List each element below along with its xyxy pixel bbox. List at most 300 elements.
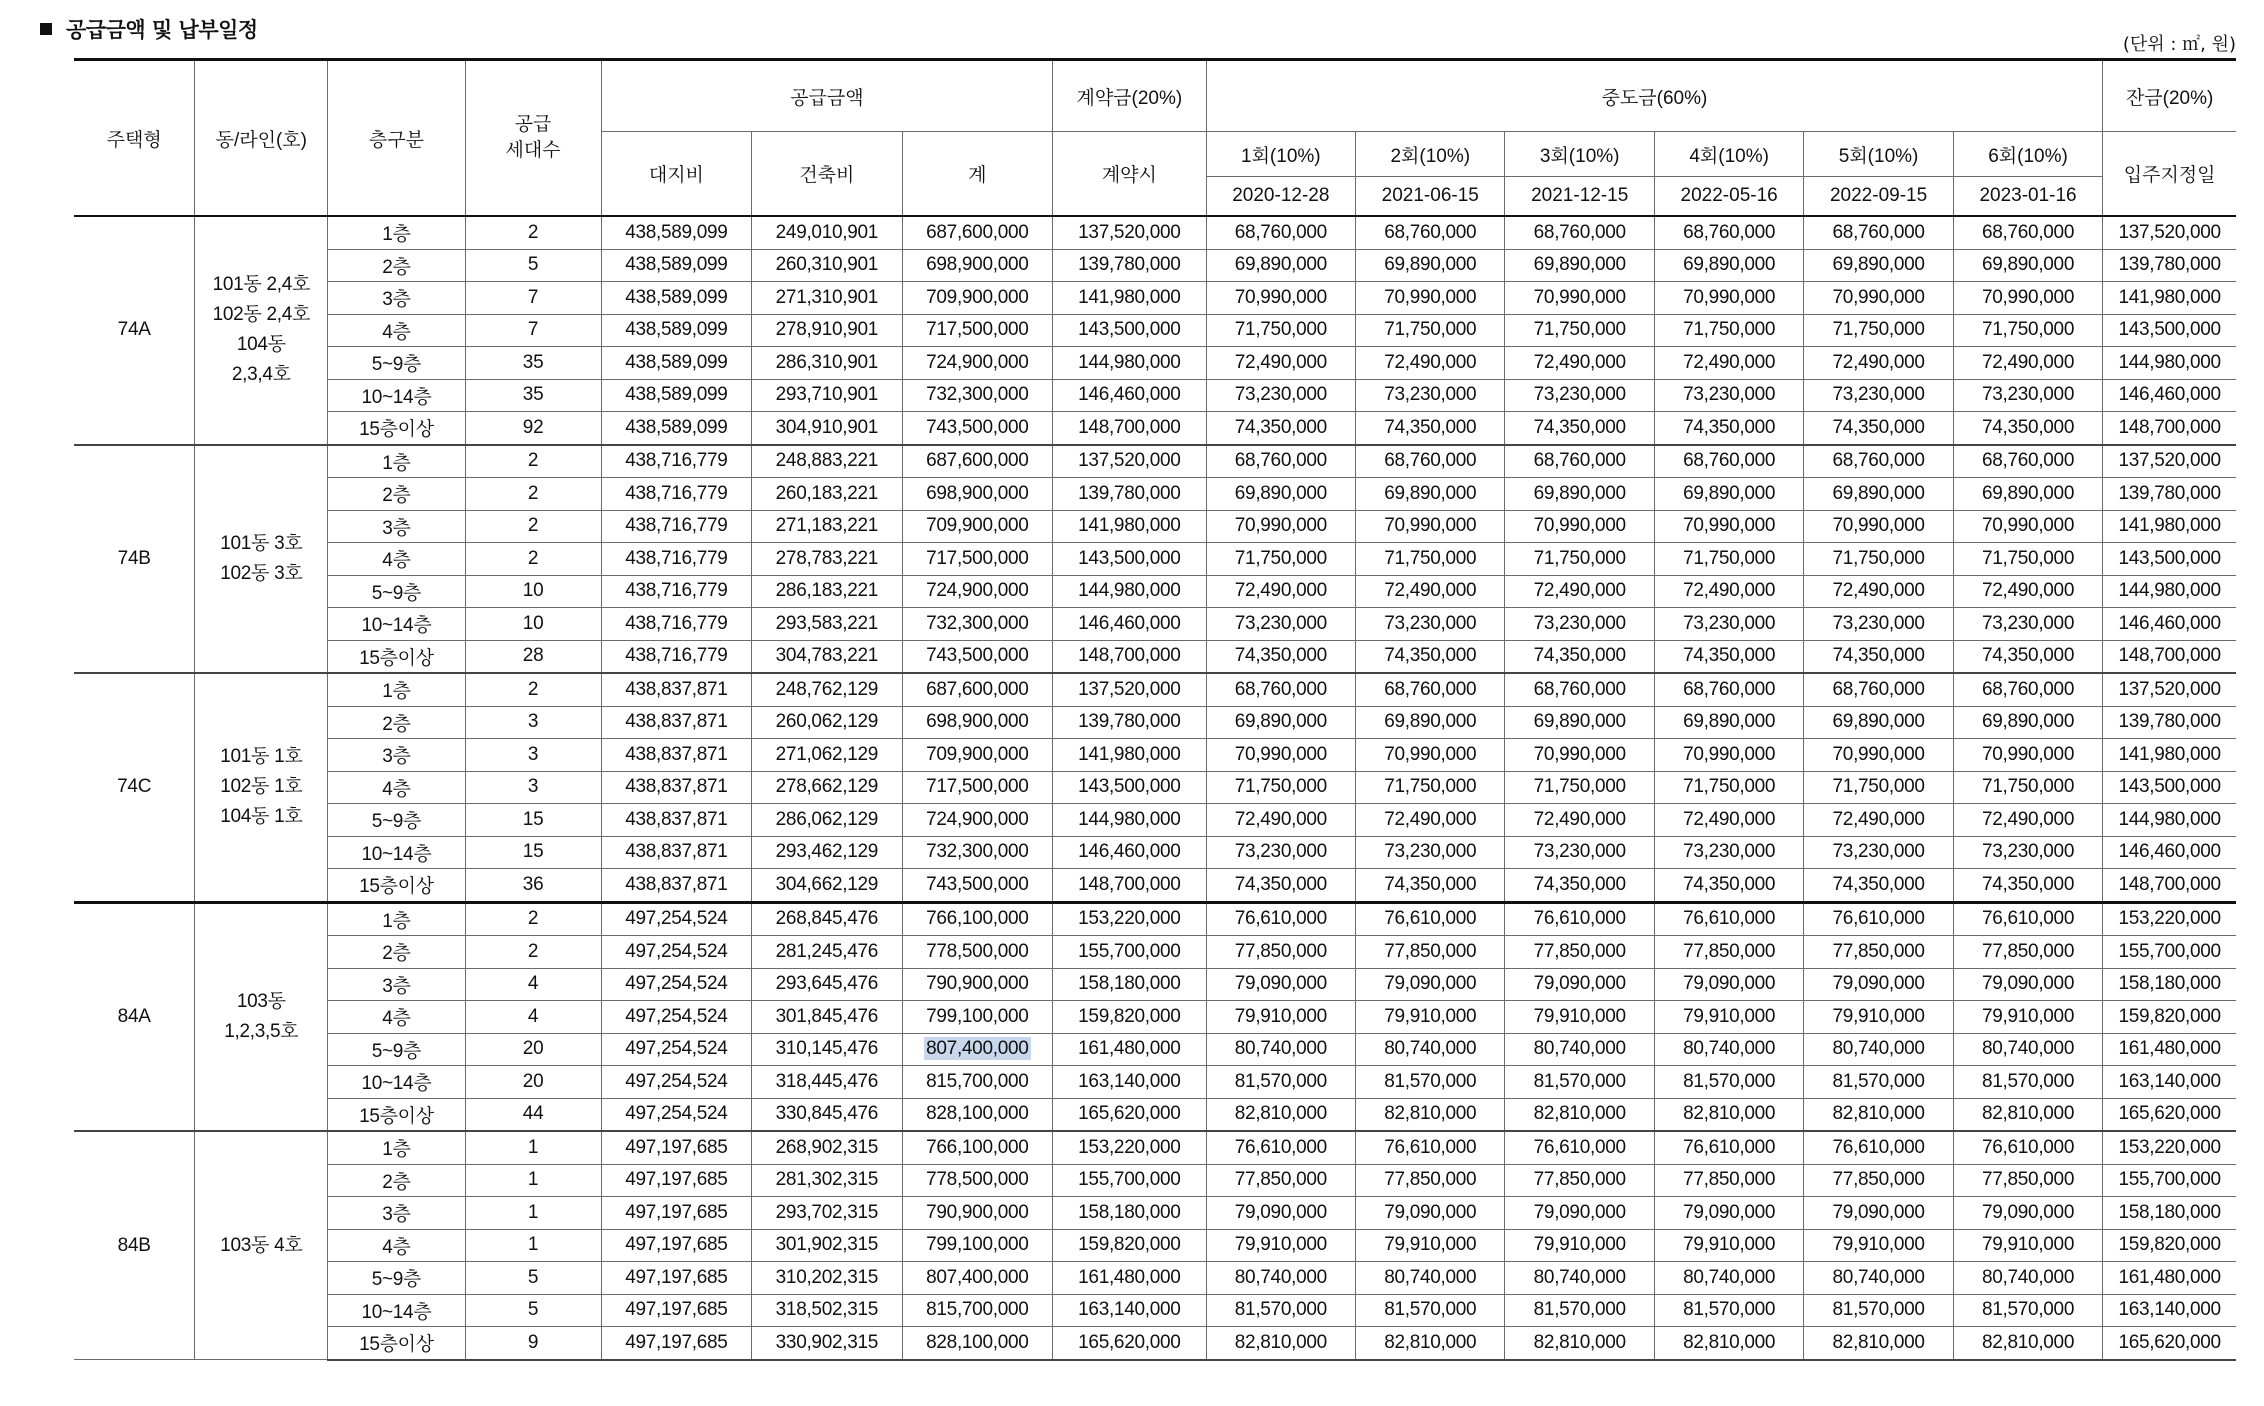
cell-floor: 1층 xyxy=(328,673,465,706)
cell-middle-1: 71,750,000 xyxy=(1206,543,1355,576)
cell-middle-6: 71,750,000 xyxy=(1953,314,2103,347)
cell-total: 724,900,000 xyxy=(902,804,1053,837)
cell-building: 101동 2,4호 102동 2,4호 104동 2,3,4호 xyxy=(195,216,328,445)
cell-floor: 5~9층 xyxy=(328,804,465,837)
cell-middle-2: 74,350,000 xyxy=(1356,869,1505,903)
header-middle-date-1: 2020-12-28 xyxy=(1206,177,1355,217)
cell-middle-6: 70,990,000 xyxy=(1953,739,2103,772)
cell-total: 815,700,000 xyxy=(902,1294,1053,1327)
cell-balance: 148,700,000 xyxy=(2103,640,2236,673)
cell-middle-2: 80,740,000 xyxy=(1356,1262,1505,1295)
cell-total: 743,500,000 xyxy=(902,869,1053,903)
cell-land: 438,716,779 xyxy=(601,575,751,608)
square-bullet-icon xyxy=(40,23,52,35)
cell-balance: 137,520,000 xyxy=(2103,216,2236,249)
cell-count: 15 xyxy=(465,804,601,837)
table-row xyxy=(74,640,2236,673)
cell-middle-1: 70,990,000 xyxy=(1206,510,1355,543)
cell-total: 698,900,000 xyxy=(902,706,1053,739)
cell-middle-2: 72,490,000 xyxy=(1356,575,1505,608)
cell-middle-2: 68,760,000 xyxy=(1356,216,1505,249)
cell-total: 807,400,000 xyxy=(902,1262,1053,1295)
cell-middle-3: 80,740,000 xyxy=(1505,1033,1654,1066)
cell-middle-6: 72,490,000 xyxy=(1953,347,2103,380)
table-row xyxy=(74,608,2236,641)
cell-middle-1: 79,090,000 xyxy=(1206,968,1355,1001)
cell-deposit: 146,460,000 xyxy=(1053,379,1207,412)
cell-balance: 158,180,000 xyxy=(2103,968,2236,1001)
cell-balance: 165,620,000 xyxy=(2103,1098,2236,1131)
cell-middle-3: 74,350,000 xyxy=(1505,412,1654,445)
header-balance-when: 입주지정일 xyxy=(2103,132,2236,217)
cell-total: 698,900,000 xyxy=(902,249,1053,282)
cell-middle-2: 79,090,000 xyxy=(1356,968,1505,1001)
cell-middle-1: 69,890,000 xyxy=(1206,706,1355,739)
table-row xyxy=(74,282,2236,315)
cell-middle-5: 79,090,000 xyxy=(1804,968,1953,1001)
cell-land: 438,589,099 xyxy=(601,216,751,249)
cell-middle-6: 79,090,000 xyxy=(1953,1197,2103,1230)
cell-floor: 2층 xyxy=(328,706,465,739)
cell-middle-5: 73,230,000 xyxy=(1804,836,1953,869)
cell-floor: 10~14층 xyxy=(328,836,465,869)
cell-deposit: 139,780,000 xyxy=(1053,478,1207,511)
highlighted-total-value[interactable]: 807,400,000 xyxy=(926,1038,1029,1060)
cell-middle-1: 72,490,000 xyxy=(1206,347,1355,380)
cell-count: 3 xyxy=(465,771,601,804)
cell-middle-3: 73,230,000 xyxy=(1505,379,1654,412)
cell-land: 438,589,099 xyxy=(601,282,751,315)
cell-count: 7 xyxy=(465,314,601,347)
cell-middle-4: 68,760,000 xyxy=(1654,673,1803,706)
cell-middle-6: 82,810,000 xyxy=(1953,1098,2103,1131)
cell-floor: 2층 xyxy=(328,478,465,511)
cell-floor: 4층 xyxy=(328,543,465,576)
cell-count: 3 xyxy=(465,739,601,772)
cell-middle-1: 81,570,000 xyxy=(1206,1066,1355,1099)
cell-floor: 4층 xyxy=(328,1001,465,1034)
cell-count: 36 xyxy=(465,869,601,903)
cell-floor: 4층 xyxy=(328,314,465,347)
cell-middle-6: 73,230,000 xyxy=(1953,379,2103,412)
table-row xyxy=(74,347,2236,380)
cell-middle-4: 68,760,000 xyxy=(1654,445,1803,478)
cell-middle-2: 73,230,000 xyxy=(1356,836,1505,869)
cell-land: 438,589,099 xyxy=(601,347,751,380)
cell-middle-4: 72,490,000 xyxy=(1654,575,1803,608)
cell-middle-3: 82,810,000 xyxy=(1505,1327,1654,1360)
cell-middle-6: 77,850,000 xyxy=(1953,936,2103,969)
cell-middle-3: 69,890,000 xyxy=(1505,478,1654,511)
cell-middle-6: 69,890,000 xyxy=(1953,249,2103,282)
cell-total: 732,300,000 xyxy=(902,379,1053,412)
cell-middle-4: 80,740,000 xyxy=(1654,1262,1803,1295)
cell-count: 4 xyxy=(465,1001,601,1034)
cell-middle-4: 76,610,000 xyxy=(1654,902,1803,936)
table-row xyxy=(74,1033,2236,1066)
cell-construction: 310,202,315 xyxy=(752,1262,902,1295)
cell-land: 497,197,685 xyxy=(601,1294,751,1327)
cell-middle-2: 81,570,000 xyxy=(1356,1066,1505,1099)
cell-middle-3: 76,610,000 xyxy=(1505,1131,1654,1164)
cell-total: 732,300,000 xyxy=(902,608,1053,641)
cell-middle-5: 70,990,000 xyxy=(1804,739,1953,772)
cell-middle-4: 69,890,000 xyxy=(1654,478,1803,511)
header-deposit: 계약금(20%) xyxy=(1053,60,1207,132)
cell-middle-4: 68,760,000 xyxy=(1654,216,1803,249)
cell-middle-1: 73,230,000 xyxy=(1206,608,1355,641)
table-row xyxy=(74,902,2236,936)
cell-construction: 278,662,129 xyxy=(752,771,902,804)
cell-building: 101동 1호 102동 1호 104동 1호 xyxy=(195,673,328,902)
cell-total xyxy=(902,1033,1053,1066)
cell-middle-1: 74,350,000 xyxy=(1206,869,1355,903)
cell-middle-5: 81,570,000 xyxy=(1804,1294,1953,1327)
cell-land: 438,837,871 xyxy=(601,706,751,739)
cell-middle-4: 76,610,000 xyxy=(1654,1131,1803,1164)
cell-total: 778,500,000 xyxy=(902,936,1053,969)
cell-balance: 146,460,000 xyxy=(2103,836,2236,869)
cell-middle-4: 70,990,000 xyxy=(1654,510,1803,543)
cell-middle-1: 79,910,000 xyxy=(1206,1229,1355,1262)
cell-middle-6: 82,810,000 xyxy=(1953,1327,2103,1360)
table-row xyxy=(74,1164,2236,1197)
cell-middle-1: 79,910,000 xyxy=(1206,1001,1355,1034)
cell-middle-5: 69,890,000 xyxy=(1804,478,1953,511)
cell-middle-2: 70,990,000 xyxy=(1356,739,1505,772)
cell-middle-6: 70,990,000 xyxy=(1953,510,2103,543)
header-supply-count: 공급 세대수 xyxy=(465,60,601,217)
cell-count: 1 xyxy=(465,1229,601,1262)
cell-total: 687,600,000 xyxy=(902,673,1053,706)
cell-middle-4: 72,490,000 xyxy=(1654,347,1803,380)
cell-construction: 301,902,315 xyxy=(752,1229,902,1262)
cell-land: 438,716,779 xyxy=(601,510,751,543)
cell-middle-2: 71,750,000 xyxy=(1356,771,1505,804)
cell-construction: 268,845,476 xyxy=(752,902,902,936)
cell-middle-5: 81,570,000 xyxy=(1804,1066,1953,1099)
cell-middle-2: 71,750,000 xyxy=(1356,543,1505,576)
cell-construction: 304,910,901 xyxy=(752,412,902,445)
cell-middle-1: 72,490,000 xyxy=(1206,575,1355,608)
cell-construction: 293,462,129 xyxy=(752,836,902,869)
header-construction: 건축비 xyxy=(752,132,902,217)
cell-balance: 141,980,000 xyxy=(2103,739,2236,772)
cell-land: 497,197,685 xyxy=(601,1327,751,1360)
cell-deposit: 139,780,000 xyxy=(1053,706,1207,739)
cell-middle-5: 76,610,000 xyxy=(1804,902,1953,936)
table-row xyxy=(74,804,2236,837)
cell-floor: 5~9층 xyxy=(328,1033,465,1066)
header-total: 계 xyxy=(902,132,1053,217)
cell-middle-1: 79,090,000 xyxy=(1206,1197,1355,1230)
cell-floor: 10~14층 xyxy=(328,379,465,412)
cell-deposit: 144,980,000 xyxy=(1053,347,1207,380)
cell-floor: 3층 xyxy=(328,1197,465,1230)
cell-balance: 148,700,000 xyxy=(2103,412,2236,445)
cell-deposit: 161,480,000 xyxy=(1053,1033,1207,1066)
cell-middle-1: 68,760,000 xyxy=(1206,445,1355,478)
cell-middle-5: 68,760,000 xyxy=(1804,216,1953,249)
cell-middle-2: 69,890,000 xyxy=(1356,249,1505,282)
table-row xyxy=(74,543,2236,576)
cell-balance: 139,780,000 xyxy=(2103,478,2236,511)
cell-deposit: 148,700,000 xyxy=(1053,869,1207,903)
cell-total: 687,600,000 xyxy=(902,445,1053,478)
cell-balance: 143,500,000 xyxy=(2103,771,2236,804)
cell-middle-4: 69,890,000 xyxy=(1654,706,1803,739)
cell-land: 438,589,099 xyxy=(601,314,751,347)
cell-middle-4: 82,810,000 xyxy=(1654,1098,1803,1131)
cell-land: 438,837,871 xyxy=(601,804,751,837)
cell-floor: 3층 xyxy=(328,282,465,315)
cell-construction: 278,783,221 xyxy=(752,543,902,576)
cell-middle-6: 74,350,000 xyxy=(1953,412,2103,445)
cell-floor: 5~9층 xyxy=(328,575,465,608)
header-deposit-when: 계약시 xyxy=(1053,132,1207,217)
cell-deposit: 159,820,000 xyxy=(1053,1001,1207,1034)
table-body xyxy=(74,216,2236,1360)
cell-type: 84B xyxy=(74,1131,195,1360)
table-row xyxy=(74,216,2236,249)
cell-middle-5: 73,230,000 xyxy=(1804,379,1953,412)
cell-middle-1: 68,760,000 xyxy=(1206,216,1355,249)
cell-middle-6: 68,760,000 xyxy=(1953,216,2103,249)
cell-floor: 10~14층 xyxy=(328,1294,465,1327)
cell-middle-1: 82,810,000 xyxy=(1206,1327,1355,1360)
cell-middle-6: 77,850,000 xyxy=(1953,1164,2103,1197)
cell-middle-4: 82,810,000 xyxy=(1654,1327,1803,1360)
table-row xyxy=(74,1131,2236,1164)
cell-middle-2: 70,990,000 xyxy=(1356,282,1505,315)
cell-deposit: 143,500,000 xyxy=(1053,314,1207,347)
cell-count: 2 xyxy=(465,445,601,478)
cell-middle-3: 71,750,000 xyxy=(1505,771,1654,804)
cell-land: 438,589,099 xyxy=(601,249,751,282)
cell-middle-3: 80,740,000 xyxy=(1505,1262,1654,1295)
header-supply-price: 공급금액 xyxy=(601,60,1052,132)
cell-land: 497,197,685 xyxy=(601,1164,751,1197)
cell-middle-5: 82,810,000 xyxy=(1804,1327,1953,1360)
cell-total: 717,500,000 xyxy=(902,771,1053,804)
cell-total: 709,900,000 xyxy=(902,510,1053,543)
cell-middle-3: 70,990,000 xyxy=(1505,739,1654,772)
table-row xyxy=(74,1262,2236,1295)
cell-construction: 271,183,221 xyxy=(752,510,902,543)
cell-count: 15 xyxy=(465,836,601,869)
header-middle: 중도금(60%) xyxy=(1206,60,2103,132)
cell-middle-5: 79,090,000 xyxy=(1804,1197,1953,1230)
cell-middle-2: 76,610,000 xyxy=(1356,1131,1505,1164)
cell-balance: 139,780,000 xyxy=(2103,706,2236,739)
cell-land: 438,837,871 xyxy=(601,836,751,869)
header-middle-date-3: 2021-12-15 xyxy=(1505,177,1654,217)
cell-balance: 153,220,000 xyxy=(2103,902,2236,936)
cell-middle-3: 82,810,000 xyxy=(1505,1098,1654,1131)
cell-construction: 330,845,476 xyxy=(752,1098,902,1131)
cell-balance: 137,520,000 xyxy=(2103,445,2236,478)
cell-deposit: 163,140,000 xyxy=(1053,1294,1207,1327)
cell-construction: 271,062,129 xyxy=(752,739,902,772)
cell-middle-4: 77,850,000 xyxy=(1654,1164,1803,1197)
cell-middle-1: 82,810,000 xyxy=(1206,1098,1355,1131)
cell-construction: 293,710,901 xyxy=(752,379,902,412)
cell-middle-2: 70,990,000 xyxy=(1356,510,1505,543)
cell-middle-1: 69,890,000 xyxy=(1206,249,1355,282)
cell-deposit: 141,980,000 xyxy=(1053,739,1207,772)
cell-land: 497,197,685 xyxy=(601,1197,751,1230)
cell-middle-3: 81,570,000 xyxy=(1505,1294,1654,1327)
cell-total: 709,900,000 xyxy=(902,739,1053,772)
cell-middle-4: 74,350,000 xyxy=(1654,640,1803,673)
cell-middle-1: 74,350,000 xyxy=(1206,412,1355,445)
cell-total: 698,900,000 xyxy=(902,478,1053,511)
cell-land: 497,197,685 xyxy=(601,1131,751,1164)
cell-middle-5: 68,760,000 xyxy=(1804,445,1953,478)
cell-middle-1: 73,230,000 xyxy=(1206,379,1355,412)
cell-construction: 286,310,901 xyxy=(752,347,902,380)
cell-count: 2 xyxy=(465,673,601,706)
table-row xyxy=(74,1327,2236,1360)
cell-middle-2: 71,750,000 xyxy=(1356,314,1505,347)
cell-middle-6: 72,490,000 xyxy=(1953,804,2103,837)
cell-land: 497,254,524 xyxy=(601,1001,751,1034)
cell-middle-2: 72,490,000 xyxy=(1356,804,1505,837)
cell-total: 724,900,000 xyxy=(902,575,1053,608)
cell-middle-2: 76,610,000 xyxy=(1356,902,1505,936)
cell-total: 743,500,000 xyxy=(902,412,1053,445)
cell-construction: 304,662,129 xyxy=(752,869,902,903)
cell-deposit: 139,780,000 xyxy=(1053,249,1207,282)
cell-deposit: 137,520,000 xyxy=(1053,673,1207,706)
cell-middle-1: 80,740,000 xyxy=(1206,1262,1355,1295)
cell-balance: 155,700,000 xyxy=(2103,1164,2236,1197)
cell-land: 497,254,524 xyxy=(601,968,751,1001)
cell-middle-6: 71,750,000 xyxy=(1953,771,2103,804)
table-row xyxy=(74,771,2236,804)
cell-floor: 3층 xyxy=(328,739,465,772)
cell-land: 438,716,779 xyxy=(601,478,751,511)
section-title-text: 공급금액 및 납부일정 xyxy=(66,18,258,42)
cell-middle-2: 68,760,000 xyxy=(1356,445,1505,478)
cell-construction: 310,145,476 xyxy=(752,1033,902,1066)
cell-count: 2 xyxy=(465,216,601,249)
cell-construction: 278,910,901 xyxy=(752,314,902,347)
cell-middle-1: 80,740,000 xyxy=(1206,1033,1355,1066)
cell-middle-4: 80,740,000 xyxy=(1654,1033,1803,1066)
cell-balance: 148,700,000 xyxy=(2103,869,2236,903)
cell-middle-4: 73,230,000 xyxy=(1654,836,1803,869)
cell-middle-3: 71,750,000 xyxy=(1505,314,1654,347)
cell-construction: 301,845,476 xyxy=(752,1001,902,1034)
cell-total: 799,100,000 xyxy=(902,1001,1053,1034)
cell-balance: 161,480,000 xyxy=(2103,1033,2236,1066)
cell-count: 2 xyxy=(465,936,601,969)
cell-middle-6: 74,350,000 xyxy=(1953,869,2103,903)
cell-middle-1: 69,890,000 xyxy=(1206,478,1355,511)
cell-land: 497,254,524 xyxy=(601,1033,751,1066)
cell-land: 438,716,779 xyxy=(601,543,751,576)
cell-count: 35 xyxy=(465,379,601,412)
cell-total: 815,700,000 xyxy=(902,1066,1053,1099)
cell-deposit: 155,700,000 xyxy=(1053,1164,1207,1197)
cell-middle-2: 74,350,000 xyxy=(1356,412,1505,445)
cell-floor: 15층이상 xyxy=(328,640,465,673)
cell-construction: 248,762,129 xyxy=(752,673,902,706)
cell-middle-2: 68,760,000 xyxy=(1356,673,1505,706)
header-middle-round-4: 4회(10%) xyxy=(1654,132,1803,177)
cell-middle-3: 68,760,000 xyxy=(1505,673,1654,706)
cell-construction: 260,062,129 xyxy=(752,706,902,739)
cell-count: 35 xyxy=(465,347,601,380)
cell-balance: 159,820,000 xyxy=(2103,1229,2236,1262)
cell-middle-2: 80,740,000 xyxy=(1356,1033,1505,1066)
cell-deposit: 146,460,000 xyxy=(1053,608,1207,641)
cell-construction: 268,902,315 xyxy=(752,1131,902,1164)
cell-middle-2: 81,570,000 xyxy=(1356,1294,1505,1327)
cell-count: 2 xyxy=(465,543,601,576)
cell-construction: 271,310,901 xyxy=(752,282,902,315)
cell-middle-5: 69,890,000 xyxy=(1804,706,1953,739)
cell-middle-6: 80,740,000 xyxy=(1953,1262,2103,1295)
cell-middle-6: 68,760,000 xyxy=(1953,673,2103,706)
table-row xyxy=(74,1229,2236,1262)
cell-middle-3: 72,490,000 xyxy=(1505,575,1654,608)
cell-middle-6: 68,760,000 xyxy=(1953,445,2103,478)
cell-balance: 146,460,000 xyxy=(2103,379,2236,412)
cell-construction: 281,302,315 xyxy=(752,1164,902,1197)
cell-count: 1 xyxy=(465,1131,601,1164)
cell-type: 74A xyxy=(74,216,195,445)
cell-construction: 293,645,476 xyxy=(752,968,902,1001)
cell-balance: 155,700,000 xyxy=(2103,936,2236,969)
cell-land: 497,254,524 xyxy=(601,1098,751,1131)
cell-deposit: 141,980,000 xyxy=(1053,510,1207,543)
cell-middle-6: 70,990,000 xyxy=(1953,282,2103,315)
cell-type: 74B xyxy=(74,445,195,674)
cell-middle-5: 72,490,000 xyxy=(1804,575,1953,608)
cell-middle-3: 72,490,000 xyxy=(1505,804,1654,837)
cell-middle-3: 72,490,000 xyxy=(1505,347,1654,380)
cell-building: 103동 1,2,3,5호 xyxy=(195,902,328,1131)
cell-middle-3: 71,750,000 xyxy=(1505,543,1654,576)
cell-balance: 143,500,000 xyxy=(2103,543,2236,576)
cell-middle-5: 74,350,000 xyxy=(1804,869,1953,903)
cell-middle-5: 79,910,000 xyxy=(1804,1001,1953,1034)
table-row xyxy=(74,575,2236,608)
header-floor: 층구분 xyxy=(328,60,465,217)
cell-middle-5: 68,760,000 xyxy=(1804,673,1953,706)
cell-land: 497,197,685 xyxy=(601,1229,751,1262)
cell-count: 5 xyxy=(465,249,601,282)
cell-middle-2: 73,230,000 xyxy=(1356,379,1505,412)
cell-floor: 15층이상 xyxy=(328,869,465,903)
header-middle-round-5: 5회(10%) xyxy=(1804,132,1953,177)
cell-construction: 293,702,315 xyxy=(752,1197,902,1230)
table-row xyxy=(74,739,2236,772)
cell-middle-4: 71,750,000 xyxy=(1654,543,1803,576)
table-row xyxy=(74,510,2236,543)
cell-floor: 5~9층 xyxy=(328,347,465,380)
cell-deposit: 163,140,000 xyxy=(1053,1066,1207,1099)
cell-deposit: 153,220,000 xyxy=(1053,902,1207,936)
cell-total: 717,500,000 xyxy=(902,314,1053,347)
cell-construction: 249,010,901 xyxy=(752,216,902,249)
table-header xyxy=(74,60,2236,217)
cell-middle-3: 79,090,000 xyxy=(1505,968,1654,1001)
cell-middle-6: 80,740,000 xyxy=(1953,1033,2103,1066)
cell-floor: 5~9층 xyxy=(328,1262,465,1295)
